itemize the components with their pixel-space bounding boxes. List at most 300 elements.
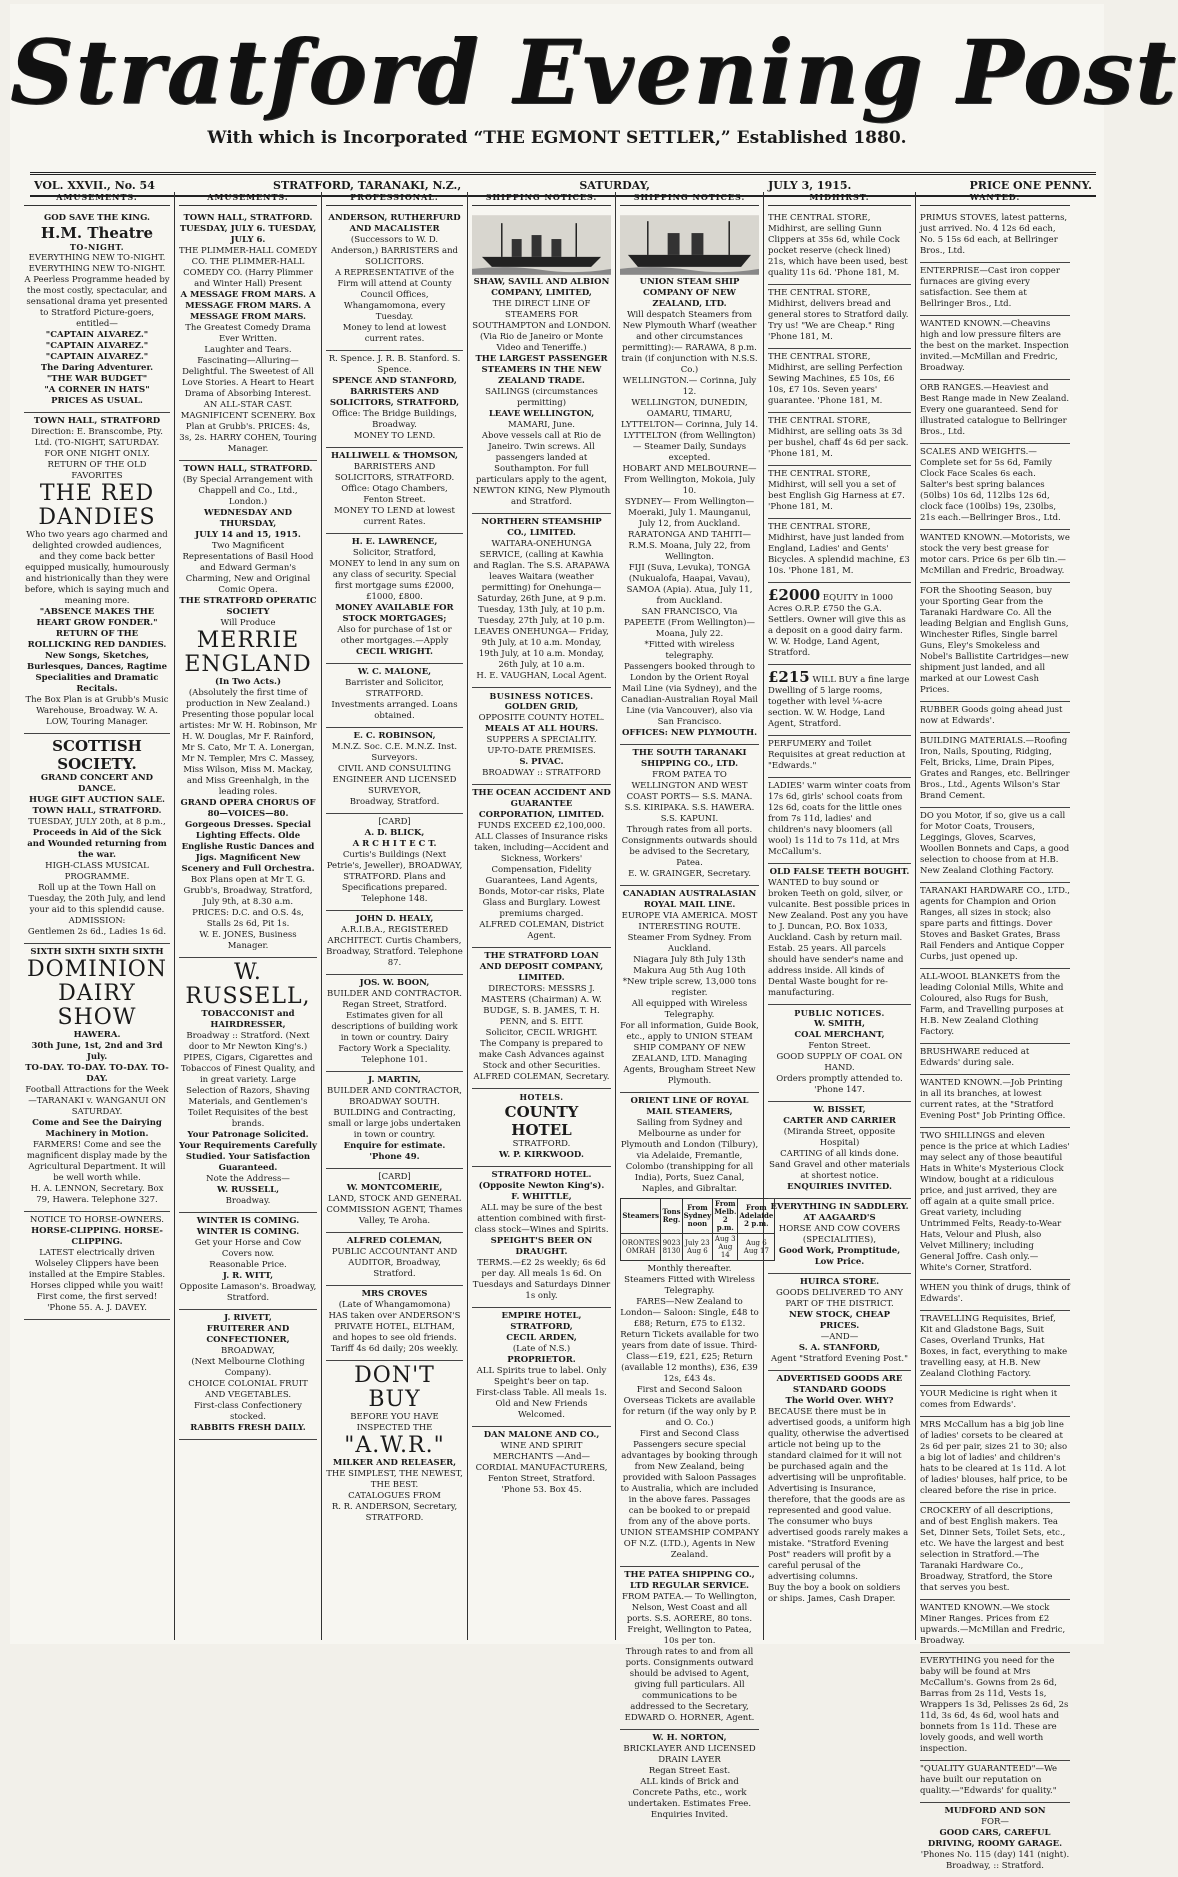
stratford-hotel-ad — [472, 1167, 611, 1308]
loan-deposit-ad — [472, 948, 611, 1089]
column-4 — [468, 192, 616, 1640]
ad-line: UNION STEAM SHIP COMPANY OF NEW ZEALAND, LTD. — [639, 277, 740, 309]
ad-line: HORSE-CLIPPING. HORSE-CLIPPING. — [31, 1226, 163, 1247]
ad-line: FARMERS! Come and see the magnificent display made by the Agricultural Department. It will be well worth while. — [26, 1140, 168, 1183]
ad-line: Will despatch Steamers from New Plymouth Wharf (weather and other circumstances permitting):— RARAWA, 8 p.m. train (if conjunction with N.S.S. Co.) — [621, 310, 758, 375]
ad-line: Football Attractions for the Week—TARANAKI v. WANGANUI ON SATURDAY. — [25, 1085, 169, 1117]
ad-line: DAN MALONE AND CO., — [483, 1430, 600, 1440]
ad-line: Above vessels call at Rio de Janeiro. Twin screws. All passengers landed at Southampton. For full particulars apply to the agent, — [475, 431, 607, 485]
newspaper-title: Stratford Evening Post — [10, 20, 1178, 124]
ad-line: SCOTTISH SOCIETY. — [52, 737, 142, 773]
ad-line: Roll up at the Town Hall on Tuesday, the 20th July, and lend your aid to this splendid cause. — [28, 883, 166, 915]
ad-line: THE RED DANDIES — [38, 481, 156, 530]
ad-line: GOOD CARS, CAREFUL DRIVING, ROOMY GARAGE. — [927, 1828, 1063, 1849]
ad-line: HUIRCA STORE. — [799, 1277, 880, 1287]
ad-line: New Songs, Sketches, Burlesques, Dances, Ragtime Specialities and Dramatic Recitals. — [26, 651, 168, 694]
ad-line: F. WHITTLE, — [511, 1192, 572, 1202]
ad-line: MONEY to lend in any sum on any class of security. Special first mortgage sums £2000, £1000, £800. — [329, 559, 460, 602]
ad-line: WANTED to buy sound or broken Teeth on gold, silver, or vulcanite. Best possible prices in New Zealand. Post any you have to J. Duncan, P.O. Box 1033, Auckland. Cash by return mail. Estab. 25 years. All parcels should have sender's name and address inside. All kinds of Dental Waste bought for re-manufacturing. — [768, 878, 910, 998]
ad-line: TERMS.—£2 2s weekly; 6s 6d per day. All meals 1s 6d. On Tuesdays and Saturdays Dinner 1s only. — [472, 1258, 611, 1301]
plimmer-hall-ad — [179, 210, 317, 461]
classified-ad: WANTED KNOWN.—Motorists, we stock the very best grease for motor cars. Price 6s per 6lb tin.—McMillan and Fredric, Broadway. — [920, 530, 1070, 583]
ad-line: MILKER AND RELEASER, — [332, 1458, 457, 1468]
ad-line: WILL BUY a fine large Dwelling of 5 large rooms, together with level ¼-acre section. W. W. Hodge, Land Agent, Stratford. — [768, 675, 910, 729]
ad-line: Barrister and Solicitor, STRATFORD. — [345, 678, 444, 699]
ad-line: BUILDER AND CONTRACTOR. Regan Street, Stratford. — [327, 989, 462, 1010]
ad-line: THE SIMPLEST, THE NEWEST, THE BEST. — [326, 1469, 463, 1490]
ad-line: Curtis's Buildings (Next Petrie's, Jeweller), BROADWAY, STRATFORD. Plans and Specifications prepared. Telephone 148. — [326, 850, 463, 904]
ad-line: (Absolutely the first time of production in New Zealand.) — [186, 688, 310, 709]
ad-line: JULY 14 and 15, 1915. — [195, 530, 301, 540]
ad-line: PUBLIC ACCOUNTANT AND AUDITOR, Broadway, Stratford. — [331, 1247, 458, 1279]
ad-line: HOTELS. — [519, 1092, 564, 1102]
boon-ad — [326, 975, 463, 1072]
ad-line: Steamers Fitted with Wireless Telegraphy. — [624, 1275, 755, 1296]
ad-line: R. R. ANDERSON, Secretary, STRATFORD. — [331, 1502, 458, 1523]
ad-line: DON'T BUY — [354, 1363, 435, 1412]
ad-line: WINE AND SPIRIT MERCHANTS —And— CORDIAL MANUFACTURERS, — [475, 1441, 608, 1473]
ad-line: A. D. BLICK, — [364, 828, 425, 838]
martin-ad — [326, 1072, 463, 1169]
price: PRICE ONE PENNY. — [969, 178, 1092, 192]
ad-line: ADMISSION: — [68, 916, 126, 926]
ad-line: Also for purchase of 1st or other mortgages.—Apply — [337, 625, 452, 646]
ad-line: Money to lend at lowest current rates. — [342, 323, 447, 344]
ad-line: FROM PATEA TO WELLINGTON AND WEST COAST PORTS— S.S. MANA. S.S. KIRIPAKA. S.S. HAWERA. S.S. KAPUNI. — [624, 770, 755, 824]
ad-line: E. C. ROBINSON, — [353, 731, 436, 741]
column-heading: AMUSEMENTS. — [179, 192, 317, 206]
mudford-ad — [920, 1803, 1070, 1877]
table-header: From Melb. 2 p.m. — [714, 1199, 737, 1232]
column-heading: PROFESSIONAL. — [326, 192, 463, 206]
ad-line: HALLIWELL & THOMSON, — [330, 451, 459, 461]
ad-line: The Company is prepared to make Cash Advances against Stock and other Securities. — [478, 1039, 605, 1071]
ad-line: WELLINGTON, DUNEDIN, OAMARU, TIMARU, LYTTELTON— Corinna, July 14. — [620, 398, 759, 430]
ad-line: OFFICES: NEW PLYMOUTH. — [621, 728, 758, 738]
ad-line: H.M. Theatre — [40, 224, 154, 242]
ad-line: PRICES AS USUAL. — [51, 396, 143, 406]
steamship-illustration — [620, 215, 759, 275]
ad-line: Return Tickets available for two years from date of issue. Third-Class—£19, £21, £25; Return (available 12 months), £36, £39 12s, £43 4s. — [620, 1330, 759, 1384]
ad-line: Niagara July 8th July 13th — [633, 955, 746, 965]
ad-line: Broadway, Stratford. — [349, 797, 440, 807]
ad-line: CHOICE COLONIAL FRUIT AND VEGETABLES. — [188, 1379, 308, 1400]
ad-line: PRICES: D.C. and O.S. 4s, Stalls 2s 6d, Pit 1s. — [192, 908, 304, 929]
ad-line: ALL kinds of Brick and Concrete Paths, etc., work undertaken. Estimates Free. Enquiries Invited. — [627, 1777, 752, 1820]
false-teeth-ad — [768, 864, 911, 1005]
ad-line: Fenton Street. — [808, 1041, 871, 1051]
table-row — [621, 1234, 775, 1261]
ad-line: S. PIVAC. — [519, 757, 564, 767]
ad-line: First and Second Class Passengers secure special advantages by booking through from New Zealand, being provided with Saloon Passages to Australia, which are included in the above fares. Passages can be booked to or prepaid from any of the above ports. UNION STEAMSHIP COMPANY OF N.Z. (LTD.), Agents in New Zealand. — [620, 1429, 759, 1560]
ad-line: CATALOGUES FROM — [348, 1491, 441, 1501]
ad-line: Passengers booked through to London by the Orient Royal Mail Line (via Sydney), and the Canadian-Australian Royal Mail Line (via Vancouver), also via San Francisco. — [621, 662, 758, 727]
ad-line: ALFRED COLEMAN, Secretary. — [473, 1072, 610, 1082]
ad-line: TOWN HALL, STRATFORD. — [32, 806, 162, 816]
ad-line: CIVIL AND CONSULTING ENGINEER AND LICENSED SURVEYOR, — [332, 764, 457, 796]
ad-line: MAMARI, June. — [508, 420, 575, 430]
ad-line: 'Phone 53. Box 45. — [501, 1485, 582, 1495]
ad-line: SIXTH SIXTH SIXTH SIXTH — [30, 947, 164, 957]
ad-line: TUESDAY, JULY 20th, at 8 p.m., — [28, 817, 166, 827]
ad-line: EVERYTHING IN SADDLERY. — [770, 1202, 909, 1212]
ad-line: ANDERSON, RUTHERFURD AND MACALISTER — [328, 213, 461, 234]
advertised-goods-ad — [768, 1371, 911, 1610]
ad-line: SPEIGHT'S BEER ON DRAUGHT. — [490, 1236, 593, 1257]
ad-line: BROADWAY, — [221, 1346, 275, 1356]
classified-ad: THE CENTRAL STORE, Midhirst, are selling Perfection Sewing Machines, £5 10s, £6 10s, £7 10s. Seven years' guarantee. 'Phone 181, M. — [768, 349, 911, 413]
classified-ad: THE CENTRAL STORE, Midhirst, delivers bread and general stores to Stratford daily. Try us! "We are Cheap." Ring 'Phone 181, M. — [768, 285, 911, 349]
ad-line: Makura Aug 5th Aug 10th — [633, 966, 746, 976]
dairy-show-ad — [24, 944, 170, 1212]
ad-line: CECIL WRIGHT. — [356, 647, 433, 657]
ad-line: BUILDING and Contracting, small or large jobs undertaken in town or country. — [328, 1108, 461, 1140]
ad-line: EMPIRE HOTEL, STRATFORD, — [501, 1311, 582, 1332]
classified-ad: DO you Motor, if so, give us a call for Motor Coats, Trousers, Leggings, Gloves, Scarves, Woollen Bonnets and Caps, a good selection to choose from at H.B. New Zealand Clothing Factory. — [920, 808, 1070, 883]
ad-line: Buy the boy a book on soldiers or ships. James, Cash Draper. — [768, 1583, 901, 1604]
ad-line: ADVERTISED GOODS ARE STANDARD GOODS — [776, 1374, 903, 1395]
table-header: From Sydney noon — [682, 1199, 713, 1234]
ad-line: THE STRATFORD LOAN AND DEPOSIT COMPANY, LIMITED. — [479, 951, 604, 983]
ad-line: For all information, Guide Book, etc., apply to UNION STEAM SHIP COMPANY OF NEW ZEALAND, LTD. Managing Agents, Brougham Street New Plymouth. — [620, 1021, 759, 1086]
ad-line: ALL Spirits true to label. Only Speight's beer on tap. — [476, 1366, 607, 1387]
ad-line: W. SMITH, — [814, 1019, 865, 1029]
ad-line: LAND, STOCK AND GENERAL COMMISSION AGENT, Thames Valley, Te Aroha. — [326, 1194, 463, 1226]
ad-line: (Next Melbourne Clothing Company). — [191, 1357, 305, 1378]
ad-line: FIJI (Suva, Levuka), TONGA (Nukualofa, Haapai, Vavau), SAMOA (Apia). Atua, July 11, from Auckland. — [626, 563, 753, 606]
ad-line: OPPOSITE COUNTY HOTEL. — [478, 713, 605, 723]
equity-ad — [768, 583, 911, 665]
ad-line: W. RUSSELL, — [185, 960, 311, 1009]
ad-line: £2000 — [768, 586, 821, 604]
russell-tobacconist-ad — [179, 958, 317, 1213]
ad-line: NEW STOCK, CHEAP PRICES. — [789, 1310, 890, 1331]
column-heading: SHIPPING NOTICES. — [472, 192, 611, 206]
ad-line: SAN FRANCISCO, Via PAPEETE (From Wellington)— Moana, July 22. — [624, 607, 755, 639]
classified-ad: WANTED KNOWN.—We stock Miner Ranges. Prices from £2 upwards.—McMillan and Fredric, Broadway. — [920, 1600, 1070, 1653]
ad-line: MONEY TO LEND at lowest current Rates. — [334, 506, 455, 527]
ad-line: M.N.Z. Soc. C.E. M.N.Z. Inst. Surveyors. — [331, 742, 458, 763]
ad-line: Orders promptly attended to. 'Phone 147. — [776, 1074, 903, 1095]
ad-line: NOTICE TO HORSE-OWNERS. — [30, 1215, 164, 1225]
ad-line: "A CORNER IN HATS" — [44, 385, 150, 395]
ad-line: Presenting those popular local artistes: Mr W. H. Robinson, Mr H. W. Douglas, Mr F. Rainford, Mr S. Cato, Mr T. A. Lonergan, Mr N. Templer, Mrs C. Massey, Miss Wilson, Miss M. Mackay, and Miss Greenhalgh, in the leading roles. — [179, 710, 317, 797]
ad-line: [CARD] — [378, 1172, 411, 1182]
ad-line: PIPES, Cigars, Cigarettes and Tobaccos of Finest Quality, and in great variety. Large Selection of Razors, Shaving Materials, and Gentlemen's Toilet Requisites of the best brands. — [180, 1053, 316, 1129]
ad-line: J. R. WITT, — [222, 1271, 274, 1281]
ad-line: UP-TO-DATE PREMISES. — [487, 746, 596, 756]
ad-line: Old and New Friends Welcomed. — [495, 1399, 588, 1420]
patea-shipping-ad — [620, 1567, 759, 1730]
ad-line: A.R.I.B.A., REGISTERED ARCHITECT. Curtis Chambers, Broadway, Stratford. Telephone 87. — [326, 925, 463, 968]
column-heading: MIDHIRST. — [768, 192, 911, 206]
classified-ad: THE CENTRAL STORE, Midhirst, are selling Gunn Clippers at 35s 6d, while Cock pocket reserve (check lined) 21s, which have been used, best quality 11s 6d. 'Phone 181, M. — [768, 210, 911, 285]
columns — [20, 192, 1104, 1871]
ad-line: LYTTELTON (from Wellington)— Steamer Daily, Sundays excepted. — [623, 431, 756, 463]
volume-number: VOL. XXVII., No. 54 — [34, 178, 155, 192]
ad-line: (By Special Arrangement with Chappell and Co., Ltd., London.) — [182, 475, 314, 507]
carrier-ad — [768, 1102, 911, 1199]
scottish-society-ad — [24, 734, 170, 944]
ad-line: GOLDEN GRID, — [504, 702, 579, 712]
ad-line: A R C H I T E C T. — [352, 839, 437, 849]
golden-grid-ad — [472, 688, 611, 785]
classified-ad: TARANAKI HARDWARE CO., LTD., agents for Champion and Orion Ranges, all sizes in stock; also spare parts and fittings. Dover Stoves and Basket Grates, Brass Rail Fenders and Antique Copper Curbs, just opened up. — [920, 883, 1070, 969]
ad-line: "A.W.R." — [344, 1433, 445, 1458]
ad-line: EVERYTHING NEW TO-NIGHT. EVERYTHING NEW TO-NIGHT. — [28, 253, 166, 274]
ad-line: Steamer From Sydney. From Auckland. — [627, 933, 752, 954]
ad-line: RETURN OF THE ROLLICKING RED DANDIES. — [27, 629, 167, 650]
ad-line: TO-DAY. TO-DAY. TO-DAY. TO-DAY. — [25, 1063, 169, 1084]
ad-line: GOODS DELIVERED TO ANY PART OF THE DISTRICT. — [775, 1288, 904, 1309]
ad-line: The Greatest Comedy Drama Ever Written. — [185, 323, 311, 344]
ad-line: [CARD] — [378, 817, 411, 827]
ad-line: HUGE GIFT AUCTION SALE. — [28, 795, 166, 805]
saddlery-ad — [768, 1199, 911, 1274]
ad-line: 'Phone 55. A. J. DAVEY. — [47, 1303, 147, 1313]
witt-covers-ad — [179, 1213, 317, 1310]
ad-line: H. E. VAUGHAN, Local Agent. — [476, 671, 607, 681]
ad-line: CANADIAN AUSTRALASIAN ROYAL MAIL LINE. — [622, 889, 757, 910]
empire-hotel-ad — [472, 1308, 611, 1427]
classified-ad: TRAVELLING Requisites, Brief, Kit and Gladstone Bags, Suit Cases, Overland Trunks, Hat Boxes, in fact, everything to make travelling easy, at H.B. New Zealand Clothing Factory. — [920, 1311, 1070, 1386]
ad-line: THE SOUTH TARANAKI SHIPPING CO., LTD. — [632, 748, 747, 769]
ad-line: JOHN D. HEALY, — [355, 914, 434, 924]
ad-line: —AND— — [820, 1332, 859, 1342]
ad-line: W. P. KIRKWOOD. — [499, 1150, 584, 1160]
ad-line: Will Produce — [220, 618, 276, 628]
classified-ad: BUILDING MATERIALS.—Roofing Iron, Nails, Spouting, Ridging, Felt, Bricks, Lime, Drain Pipes, Grates and Ranges, etc. Bellringer Bros., Ltd., Agents Wilson's Star Brand Cement. — [920, 733, 1070, 808]
column-heading: AMUSEMENTS. — [24, 192, 170, 206]
ad-line: Enquire for estimate. 'Phone 49. — [343, 1141, 446, 1162]
dateline-day: SATURDAY, — [579, 178, 650, 192]
ad-line: SAILINGS (circumstances permitting) — [485, 387, 598, 408]
ad-line: (In Two Acts.) — [215, 677, 281, 687]
ad-line: THE OCEAN ACCIDENT AND GUARANTEE CORPORATION, LIMITED. — [472, 788, 611, 820]
classified-ad: THE CENTRAL STORE, Midhirst, will sell you a set of best English Gig Harness at £7. 'Phone 181, M. — [768, 466, 911, 519]
ad-line: BEFORE YOU HAVE INSPECTED THE — [350, 1412, 439, 1433]
ad-line: SPENCE AND STANFORD, BARRISTERS AND SOLICITORS, STRATFORD, — [329, 376, 460, 408]
ad-line: BROADWAY :: STRATFORD — [482, 768, 601, 778]
table-cell: Aug 3 Aug 14 — [713, 1234, 738, 1261]
classified-ad: THE CENTRAL STORE, Midhirst, have just landed from England, Ladies' and Gents' Bicycles. A splendid machine, £3 10s. 'Phone 181, M. — [768, 519, 911, 583]
ad-line: HAS taken over ANDERSON'S PRIVATE HOTEL, ELTHAM, and hopes to see old friends. Tariff 4s 6d daily; 20s weekly. — [328, 1311, 461, 1354]
ad-line: Get your Horse and Cow Covers now. — [194, 1238, 302, 1259]
ad-line: BRICKLAYER AND LICENSED DRAIN LAYER — [623, 1744, 756, 1765]
ad-line: THE STRATFORD OPERATIC SOCIETY — [179, 596, 317, 617]
ad-line: HOBART AND MELBOURNE—From Wellington, Mokoia, July 10. — [622, 464, 757, 496]
canadian-line-ad — [620, 886, 759, 1093]
classified-ad: CROCKERY of all descriptions, and of best English makers. Tea Set, Dinner Sets, Toilet Sets, etc., etc. We have the largest and best selection in Stratford.—The Taranaki Hardware Co., Broadway, Stratford, the Store that serves you best. — [920, 1503, 1070, 1600]
classified-ad: LADIES' warm winter coats from 17s 6d, girls' school coats from 12s 6d, coats for the little ones from 7s 11d, ladies' and children's navy bloomers (all wool) 1s 11d to 7s 11d, at Mrs McCallum's. — [768, 778, 911, 864]
ad-line: HAWERA. — [73, 1030, 121, 1040]
ad-line: ALL may be sure of the best attention combined with first-class stock—Wines and Spirits. — [474, 1203, 609, 1235]
ad-line: WELLINGTON.— Corinna, July 12. — [622, 376, 757, 397]
ad-line: W. MONTCOMERIE, — [346, 1183, 443, 1193]
ad-line: A REPRESENTATIVE of the Firm will attend at County Council Offices, Whangamomona, every Tuesday. — [334, 268, 455, 322]
ad-line: COUNTY HOTEL — [504, 1103, 579, 1139]
ad-line: Fenton Street, Stratford. — [487, 1474, 596, 1484]
montcomerie-ad — [326, 1169, 463, 1233]
ad-line: AT AAGAARD'S — [803, 1213, 876, 1223]
ad-line: Proceeds in Aid of the Sick and Wounded returning from the war. — [27, 828, 167, 860]
ad-line: BECAUSE there must be in advertised goods, a uniform high quality, otherwise the advertised article not being up to the standard claimed for it will not be purchased again and the advertising will be unprofitable. Advertising is Insurance, therefore, that the goods are as represented and good value. — [768, 1407, 911, 1516]
ad-line: CARTER AND CARRIER — [783, 1116, 896, 1126]
ad-line: First-class Confectionery stocked. — [194, 1401, 302, 1422]
ad-line: GRAND CONCERT AND DANCE. — [40, 773, 154, 794]
column-6 — [764, 192, 916, 1640]
healy-ad — [326, 911, 463, 975]
ad-line: (Late of Whangamomona) — [338, 1300, 451, 1310]
ad-line: Investments arranged. Loans obtained. — [331, 700, 458, 721]
ad-line: E. W. GRAINGER, Secretary. — [628, 869, 751, 879]
ad-line: Reasonable Price. — [209, 1260, 287, 1270]
ad-line: Freight, Wellington to Patea, 10s per ton. — [627, 1625, 752, 1646]
ad-line: RARATONGA AND TAHITI— R.M.S. Moana, July 22, from Wellington. — [627, 530, 752, 562]
ocean-accident-ad — [472, 785, 611, 948]
ad-line: J. RIVETT, — [224, 1313, 272, 1323]
croves-ad — [326, 1286, 463, 1361]
classified-ad: ALL-WOOL BLANKETS from the leading Colonial Mills, White and Coloured, also Rugs for Bush, Farm, and Travelling purposes at H.B. New Zealand Clothing Factory. — [920, 969, 1070, 1044]
classified-ad: MRS McCallum has a big job line of ladies' corsets to be cleared at 2s 6d per pair, sizes 21 to 30; also a big lot of ladies' and children's hats to be cleared at 1s 11d. A lot of ladies' blouses, half price, to be cleared before the rise in price. — [920, 1417, 1070, 1503]
table-cell: ORONTES OMRAH — [621, 1234, 661, 1261]
ad-line: WAITARA-ONEHUNGA SERVICE, (calling at Kawhia and Raglan. The S.S. ARAPAWA leaves Waitara (weather permitting) for Onehunga— Saturday, 26th June, at 9 p.m. Tuesday, 13th July, at 10 p.m. Tuesday, 27th July, at 10 p.m. — [473, 539, 610, 626]
classified-ad: PRIMUS STOVES, latest patterns, just arrived. No. 4 12s 6d each, No. 5 15s 6d each, at Bellringer Bros., Ltd. — [920, 210, 1070, 263]
ad-line: Through rates to and from all ports. Consignments outward should be advised to Agent, giving full particulars. All communications to be addressed to the Secretary, — [625, 1647, 754, 1712]
ad-line: Office: Otago Chambers, Fenton Street. — [341, 484, 448, 505]
classified-ad: YOUR Medicine is right when it comes from Edwards'. — [920, 1386, 1070, 1417]
ad-line: Agent "Stratford Evening Post." — [770, 1354, 909, 1364]
ad-line: Who two years ago charmed and delighted crowded audiences, and they come back better equipped musically, humourously and histrionically than they were before, which is saying much and meaning more. — [24, 530, 170, 606]
orient-line-ad — [620, 1093, 774, 1567]
ad-line: 30th June, 1st, 2nd and 3rd July. — [31, 1041, 163, 1062]
table-header: Steamers — [621, 1199, 661, 1234]
ad-line: PUBLIC NOTICES. — [794, 1008, 885, 1018]
ad-line: Direction: E. Branscombe, Pty. Ltd. (TO-NIGHT, SATURDAY. FOR ONE NIGHT ONLY. RETURN OF THE OLD FAVORITES — [31, 427, 163, 481]
ad-line: GOOD SUPPLY OF COAL ON HAND. — [776, 1052, 903, 1073]
masthead — [10, 4, 1178, 184]
ad-line: Broadway. — [225, 1196, 271, 1206]
ad-line: GRAND OPERA CHORUS OF 80—VOICES—80. — [180, 798, 316, 819]
coal-merchant-ad — [768, 1005, 911, 1102]
ad-line: TOWN HALL, STRATFORD — [33, 416, 161, 426]
ad-line: *Fitted with wireless telegraphy. — [644, 640, 735, 661]
ad-line: Two Magnificent Representations of Basil Hood and Edward German's Charming, New and Original Comic Opera. — [182, 541, 314, 595]
classified-ad: RUBBER Goods going ahead just now at Edwards'. — [920, 702, 1070, 733]
classified-ad: WANTED KNOWN.—Job Printing in all its branches, at lowest current rates, at the "Stratford Evening Post" Job Printing Office. — [920, 1075, 1070, 1128]
ad-line: 'Phones No. 115 (day) 141 (night). — [920, 1850, 1070, 1860]
ad-line: TOWN HALL, STRATFORD. — [183, 213, 313, 223]
county-hotel-ad — [472, 1089, 611, 1167]
ad-line: A MESSAGE FROM MARS. A MESSAGE FROM MARS. A MESSAGE FROM MARS. — [180, 290, 316, 322]
northern-steamship-ad — [472, 514, 611, 688]
column-2 — [175, 192, 322, 1640]
ad-line: Opposite Lamason's. Broadway, Stratford. — [179, 1282, 317, 1303]
norton-ad — [620, 1730, 759, 1826]
ad-line: NEWTON KING, New Plymouth and Stratford. — [472, 486, 611, 507]
south-taranaki-ad — [620, 745, 759, 886]
column-5 — [616, 192, 774, 1820]
ad-line: HORSE AND COW COVERS (SPECIALITIES), — [778, 1224, 901, 1245]
ad-line: BUSINESS NOTICES. — [489, 691, 594, 701]
sailing-table — [620, 1198, 775, 1261]
ad-line: LATEST electrically driven Wolseley Clippers have been installed at the Empire Stables. Horses clipped while you wait! First come, the first served! — [28, 1248, 166, 1302]
ad-line: First-class Table. All meals 1s. — [476, 1388, 607, 1398]
lawrence-ad — [326, 534, 463, 664]
robinson-ad — [326, 728, 463, 814]
ad-line: BARRISTERS AND SOLICITORS, STRATFORD. — [334, 462, 455, 483]
coleman-ad — [326, 1233, 463, 1286]
ad-line: "ABSENCE MAKES THE HEART GROW FONDER." — [36, 607, 158, 628]
ad-line: TOWN HALL, STRATFORD. — [183, 464, 313, 474]
ad-line: First and Second Saloon Overseas Tickets are available for return (if the way only by P. and O. Co.) — [622, 1385, 757, 1428]
classified-ad: "QUALITY GUARANTEED"—We have built our reputation on quality.—"Edwards' for quality." — [920, 1761, 1070, 1803]
column-7 — [916, 192, 1074, 1871]
ad-line: THE DIRECT LINE OF STEAMERS FOR SOUTHAMPTON and LONDON. (Via Rio de Janeiro or Monte Video and Teneriffe.) — [472, 299, 611, 353]
ad-line: FRUITERER AND CONFECTIONER, — [206, 1324, 290, 1345]
ad-line: Through rates from all ports. Consignments outwards should be advised to the Secretary, Patea. — [621, 825, 758, 868]
steamship-illustration — [472, 215, 611, 275]
ad-line: STRATFORD. — [512, 1139, 571, 1149]
classified-ad: THE CENTRAL STORE, Midhirst, are selling oats 3s 3d per bushel, chaff 4s 6d per sack. 'Phone 181, M. — [768, 413, 911, 466]
classified-ad: BRUSHWARE reduced at Edwards' during sale. — [920, 1044, 1070, 1075]
ad-line: MONEY TO LEND. — [353, 431, 436, 441]
halliwell-thomson-ad — [326, 448, 463, 534]
column-heading: SHIPPING NOTICES. — [620, 192, 759, 206]
classified-ad: WANTED KNOWN.—Cheavins high and low pressure filters are the best on the market. Inspection invited.—McMillan and Fredric, Broadway. — [920, 316, 1070, 380]
ad-line: The World Over. WHY? — [785, 1396, 894, 1406]
ad-line: W. E. JONES, Business Manager. — [199, 930, 297, 951]
malone-ad — [326, 664, 463, 728]
table-cell: July 23 Aug 6 — [682, 1234, 713, 1261]
ad-line: WEDNESDAY AND THURSDAY, — [203, 508, 293, 529]
ad-line: The Daring Adventurer. — [40, 363, 154, 373]
ad-line: THE PLIMMER-HALL COMEDY CO. THE PLIMMER-HALL COMEDY CO. (Harry Plimmer and Winter Hall) Present — [179, 246, 317, 289]
ad-line: ALL Classes of Insurance risks taken, including—Accident and Sickness, Workers' Compensation, Fidelity Guarantees, Land Agents, Bonds, Motor-car risks, Plate Glass and Burglary. Lowest premiums charged. — [474, 832, 609, 919]
ad-line: R. Spence. J. R. B. Stanford. S. Spence. — [328, 354, 461, 375]
ad-line: ALFRED COLEMAN, District Agent. — [479, 920, 604, 941]
ad-line: Gorgeous Dresses. Special Lighting Effects. Olde Englishe Rustic Dances and Jigs. Magnificent New Scenery and Full Orchestra. — [181, 820, 315, 874]
classified-ad: FOR the Shooting Season, buy your Sporting Gear from the Taranaki Hardware Co. All the leading Belgian and English Guns, Winchester Rifles, Single barrel Guns, Eley's Smokeless and Nobel's Ballistite Cartridges—new shipment just landed, and all marked at our Lowest Cash Prices. — [920, 583, 1070, 702]
ad-line: Broadway :: Stratford. (Next door to Mr Newton King's.) — [186, 1031, 310, 1052]
ad-line: Your Patronage Solicited. Your Requirements Carefully Studied. Your Satisfaction Guaranteed. — [179, 1130, 317, 1173]
classified-ad: PERFUMERY and Toilet Requisites at great reduction at "Edwards." — [768, 736, 911, 778]
ad-line: "CAPTAIN ALVAREZ." "CAPTAIN ALVAREZ." "CAPTAIN ALVAREZ." — [45, 330, 149, 362]
ad-line: CECIL ARDEN, — [506, 1333, 577, 1343]
ad-line: WINTER IS COMING. WINTER IS COMING. — [196, 1216, 300, 1237]
rivett-fruiterer-ad — [179, 1310, 317, 1440]
blick-ad — [326, 814, 463, 911]
classified-ad: ORB RANGES.—Heaviest and Best Range made in New Zealand. Every one guaranteed. Send for illustrated catalogue to Bellringer Bros., Ltd. — [920, 380, 1070, 444]
ad-line: J. MARTIN, — [368, 1075, 421, 1085]
ad-line: BUILDER AND CONTRACTOR, BROADWAY SOUTH. — [327, 1086, 462, 1107]
ad-line: TOBACCONIST and HAIRDRESSER, — [201, 1009, 295, 1030]
ad-line: H. A. LENNON, Secretary. Box 79, Hawera. Telephone 327. — [30, 1184, 164, 1205]
ad-line: All equipped with Wireless Telegraphy. — [631, 999, 748, 1020]
ad-line: Note the Address— — [206, 1174, 290, 1184]
ad-line: £215 — [768, 668, 810, 686]
ad-line: OLD FALSE TEETH BOUGHT. — [769, 867, 910, 877]
ad-line: LEAVE WELLINGTON, — [488, 409, 595, 419]
ad-line: Estimates given for all descriptions of building work in town or country. Dairy Factory Work a Speciality. Telephone 101. — [331, 1011, 458, 1065]
ad-line: THE PATEA SHIPPING CO., LTD REGULAR SERVICE. — [624, 1570, 755, 1591]
ad-line: W. RUSSELL, — [216, 1185, 280, 1195]
ad-line: Monthly thereafter. — [647, 1264, 732, 1274]
ad-line: Come and See the Dairying Machinery in Motion. — [32, 1118, 162, 1139]
ad-line: The Box Plan is at Grubb's Music Warehouse, Broadway. W. A. LOW, Touring Manager. — [25, 695, 169, 727]
ad-line: ORIENT LINE OF ROYAL MAIL STEAMERS, — [630, 1096, 749, 1117]
ad-line: "THE WAR BUDGET" — [46, 374, 148, 384]
